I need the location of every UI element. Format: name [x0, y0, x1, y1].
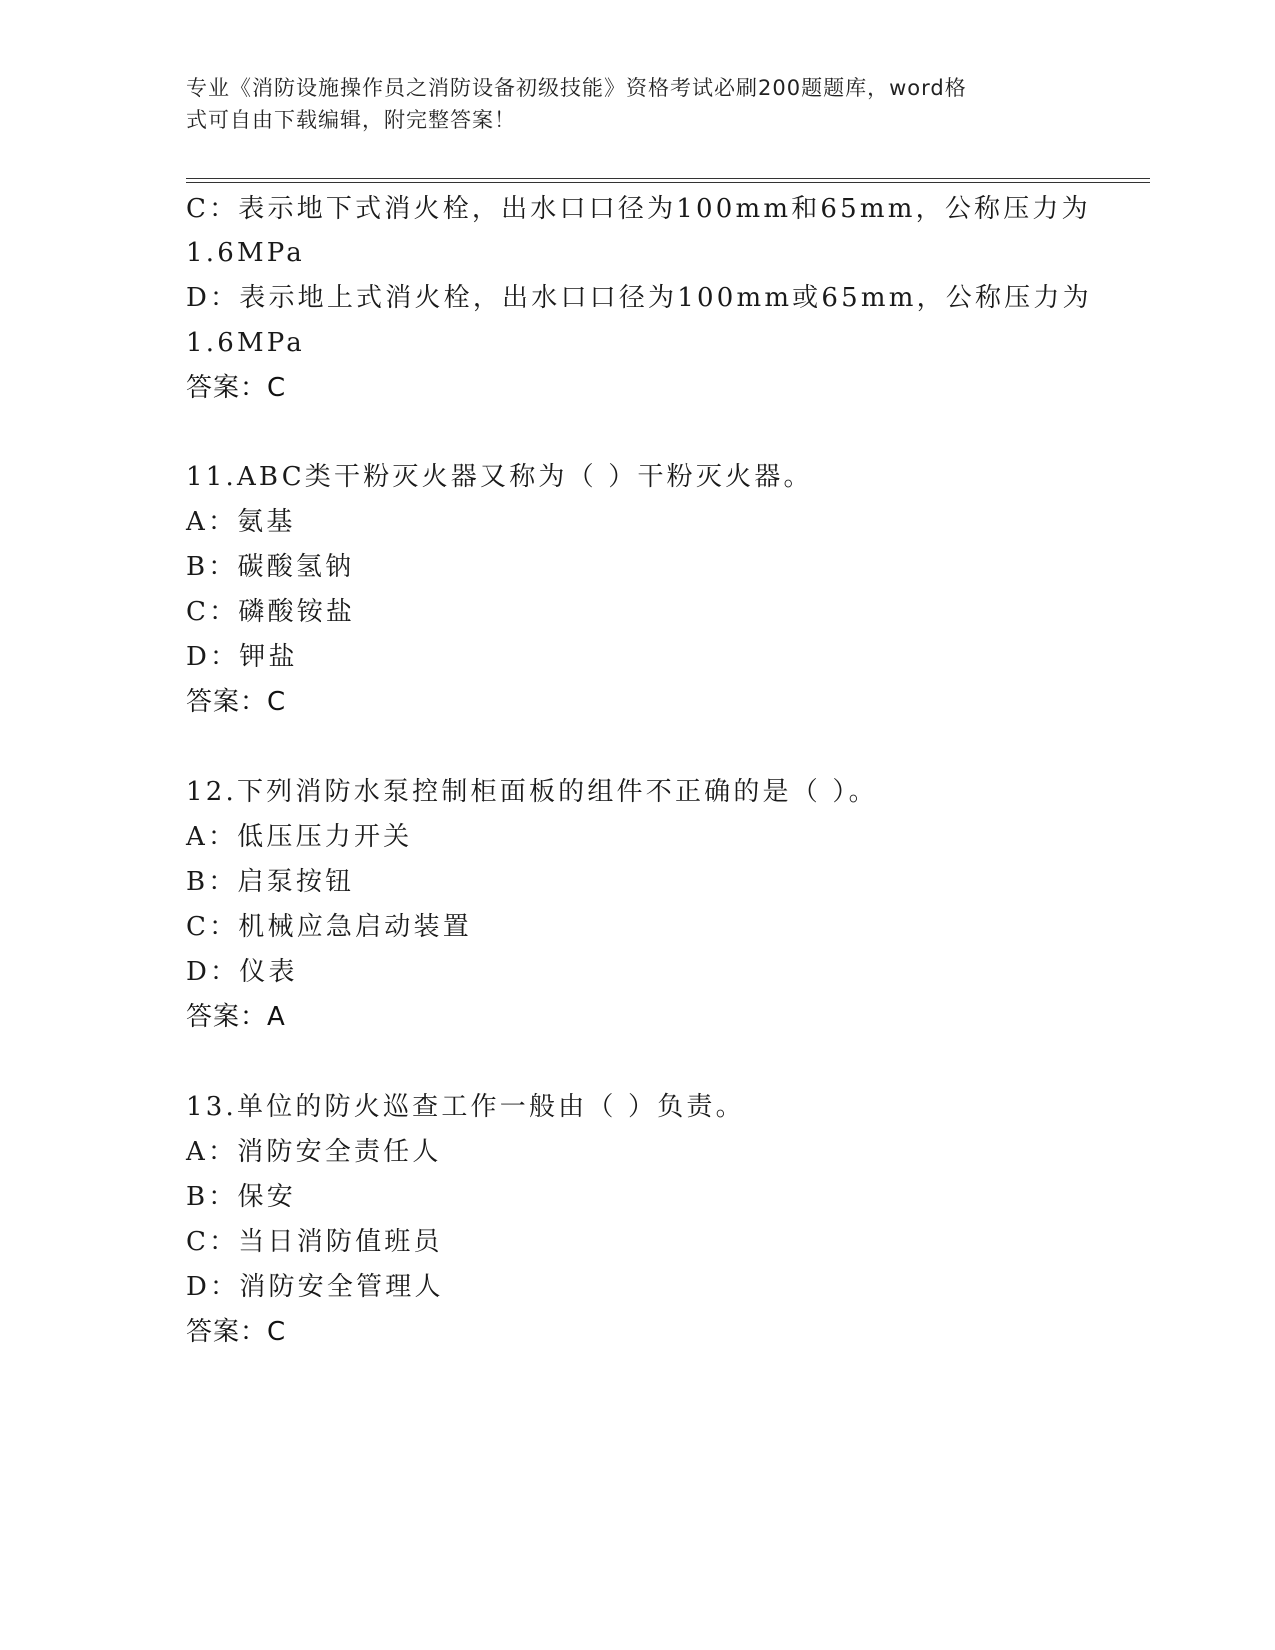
header-divider-top: [186, 178, 1150, 179]
question-12-option-d: D：仪表: [186, 957, 298, 987]
option-c-line-2: 1.6MPa: [186, 238, 305, 268]
question-11-stem: 11.ABC类干粉灭火器又称为（ ）干粉灭火器。: [186, 462, 813, 492]
header-line-1: 专业《消防设施操作员之消防设备初级技能》资格考试必刷200题题库，word格: [186, 76, 967, 100]
question-12-option-b: B：启泵按钮: [186, 867, 355, 897]
question-13-option-b: B：保安: [186, 1182, 296, 1212]
document-header: [186, 72, 1086, 136]
option-d-line-2: 1.6MPa: [186, 328, 305, 358]
question-12-option-a: A：低压压力开关: [186, 822, 413, 852]
question-11-option-c: C：磷酸铵盐: [186, 597, 356, 627]
option-c-line-1: C：表示地下式消火栓，出水口口径为100mm和65mm，公称压力为: [186, 194, 1091, 224]
question-13-option-d: D：消防安全管理人: [186, 1272, 444, 1302]
question-12-option-c: C：机械应急启动装置: [186, 912, 472, 942]
question-13-option-c: C：当日消防值班员: [186, 1227, 443, 1257]
question-12-stem: 12.下列消防水泵控制柜面板的组件不正确的是（ ）。: [186, 777, 878, 807]
option-d-line-1: D：表示地上式消火栓，出水口口径为100mm或65mm，公称压力为: [186, 283, 1092, 313]
question-13-stem: 13.单位的防火巡查工作一般由（ ）负责。: [186, 1092, 745, 1122]
answer-10: 答案：C: [186, 373, 287, 403]
question-13-option-a: A：消防安全责任人: [186, 1137, 442, 1167]
answer-12: 答案：A: [186, 1002, 286, 1032]
header-divider-bottom: [186, 182, 1150, 183]
header-line-2: 式可自由下载编辑，附完整答案！: [186, 108, 516, 132]
question-11-option-a: A：氨基: [186, 507, 296, 537]
question-11-option-d: D：钾盐: [186, 642, 298, 672]
answer-11: 答案：C: [186, 687, 287, 717]
question-11-option-b: B：碳酸氢钠: [186, 552, 355, 582]
answer-13: 答案：C: [186, 1317, 287, 1347]
